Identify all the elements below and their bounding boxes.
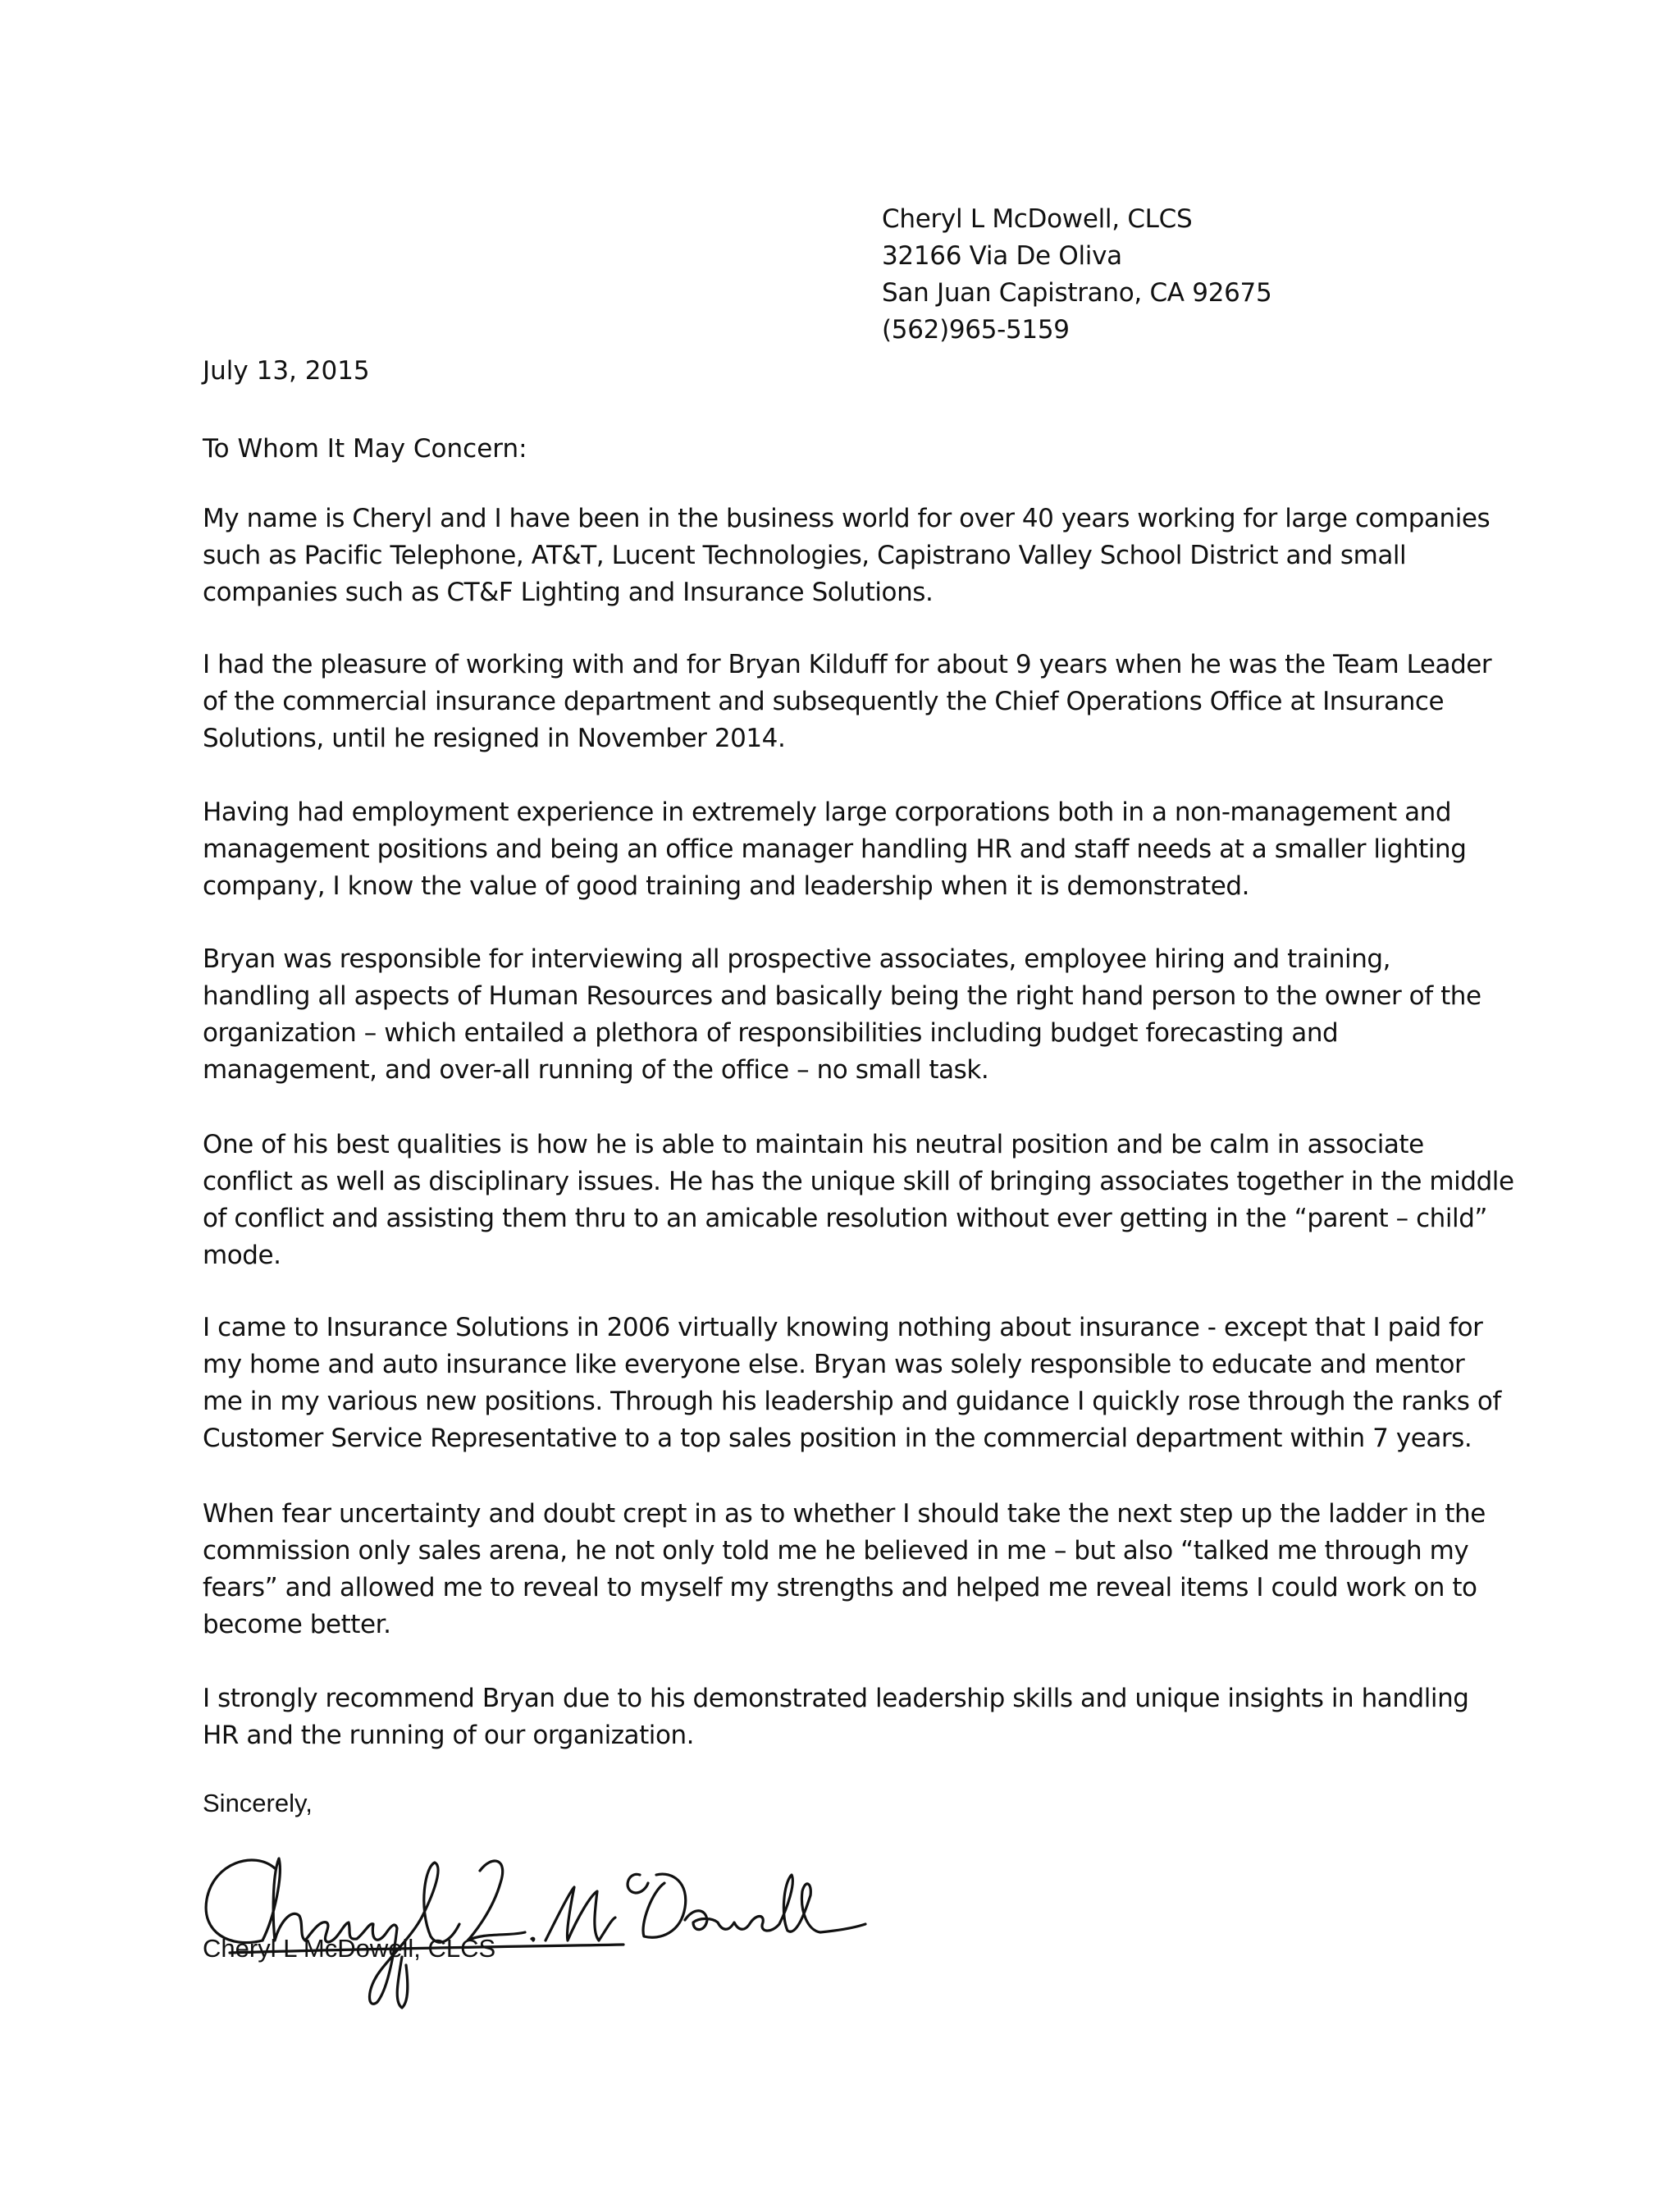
sender-phone: (562)965-5159 [882,315,1070,345]
sender-city: San Juan Capistrano, CA 92675 [882,278,1272,308]
paragraph-line: mode. [203,1241,281,1270]
paragraph-line: HR and the running of our organization. [203,1721,695,1750]
paragraph-line: such as Pacific Telephone, AT&T, Lucent Technologies, Capistrano Valley School District and small [203,541,1407,570]
letter-date: July 13, 2015 [203,356,370,386]
paragraph-line: me in my various new positions. Through his leadership and guidance I quickly rose through the ranks of [203,1387,1501,1416]
paragraph-line: When fear uncertainty and doubt crept in as to whether I should take the next step up the ladder in the [203,1499,1486,1529]
paragraph-line: companies such as CT&F Lighting and Insurance Solutions. [203,578,934,607]
paragraph-line: I had the pleasure of working with and for Bryan Kilduff for about 9 years when he was the Team Leader [203,650,1492,679]
paragraph-line: My name is Cheryl and I have been in the business world for over 40 years working for large companies [203,504,1491,533]
paragraph-line: organization – which entailed a plethora of responsibilities including budget forecasting and [203,1018,1339,1048]
closing: Sincerely, [203,1789,313,1817]
paragraph-line: of conflict and assisting them thru to an amicable resolution without ever getting in the “parent – child” [203,1204,1488,1233]
paragraph-line: management, and over-all running of the office – no small task. [203,1055,989,1085]
paragraph-line: Customer Service Representative to a top sales position in the commercial department within 7 years. [203,1424,1472,1453]
paragraph-7 [203,1496,1499,1643]
paragraph-line: I strongly recommend Bryan due to his demonstrated leadership skills and unique insights in handling [203,1684,1469,1713]
paragraph-line: commission only sales arena, he not only told me he believed in me – but also “talked me through my [203,1536,1469,1566]
sender-name: Cheryl L McDowell, CLCS [882,204,1193,234]
sender-street: 32166 Via De Oliva [882,241,1122,271]
paragraph-line: Bryan was responsible for interviewing all prospective associates, employee hiring and training, [203,944,1391,974]
paragraph-line: Solutions, until he resigned in November 2014. [203,724,786,753]
salutation: To Whom It May Concern: [203,434,527,464]
paragraph-line: Having had employment experience in extremely large corporations both in a non-management and [203,798,1452,827]
paragraph-line: management positions and being an office manager handling HR and staff needs at a smaller lighting [203,834,1467,864]
paragraph-3 [203,794,1499,905]
paragraph-8 [203,1680,1499,1754]
sender-address-block [882,201,1271,349]
handwritten-signature [197,1826,870,2014]
paragraph-6 [203,1310,1499,1457]
paragraph-4 [203,941,1499,1089]
printed-name: Cheryl L McDowell, CLCS [203,1934,496,1963]
paragraph-line: of the commercial insurance department and subsequently the Chief Operations Office at Insurance [203,687,1445,716]
paragraph-line: my home and auto insurance like everyone else. Bryan was solely responsible to educate and mentor [203,1350,1465,1379]
paragraph-line: handling all aspects of Human Resources and basically being the right hand person to the owner of the [203,981,1481,1011]
paragraph-line: One of his best qualities is how he is able to maintain his neutral position and be calm in associate [203,1130,1424,1159]
paragraph-5 [203,1127,1514,1274]
paragraph-line: I came to Insurance Solutions in 2006 virtually knowing nothing about insurance - except that I paid for [203,1313,1483,1342]
paragraph-line: fears” and allowed me to reveal to myself my strengths and helped me reveal items I could work on to [203,1573,1477,1602]
paragraph-line: become better. [203,1610,391,1639]
paragraph-1 [203,501,1499,611]
paragraph-line: conflict as well as disciplinary issues. He has the unique skill of bringing associates together in the middle [203,1167,1514,1196]
paragraph-2 [203,647,1499,757]
paragraph-line: company, I know the value of good training and leadership when it is demonstrated. [203,871,1250,901]
